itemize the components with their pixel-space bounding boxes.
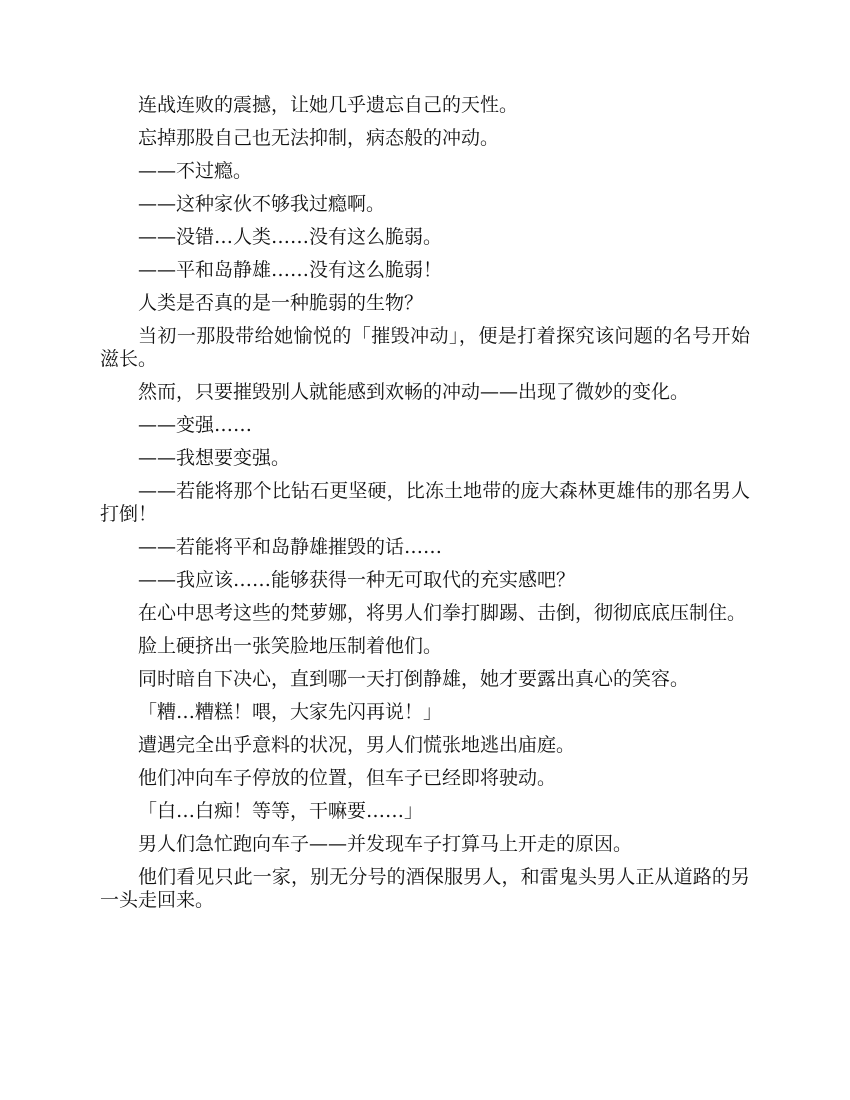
paragraph: 遭遇完全出乎意料的状况，男人们慌张地逃出庙庭。 <box>138 734 576 756</box>
paragraph: 然而，只要摧毁别人就能感到欢畅的冲动——出现了微妙的变化。 <box>138 381 690 403</box>
paragraph: ——变强…… <box>138 414 253 436</box>
paragraph: ——不过瘾。 <box>138 160 253 182</box>
paragraph: 在心中思考这些的梵萝娜，将男人们拳打脚踢、击倒，彻彻底底压制住。 <box>138 602 747 624</box>
paragraph: ——没错…人类……没有这么脆弱。 <box>138 226 443 248</box>
paragraph: 忘掉那股自己也无法抑制，病态般的冲动。 <box>138 127 500 149</box>
paragraph: 脸上硬挤出一张笑脸地压制着他们。 <box>138 635 443 657</box>
paragraph: 人类是否真的是一种脆弱的生物？ <box>138 292 424 314</box>
paragraph: 当初一那股带给她愉悦的「摧毁冲动」，便是打着探究该问题的名号开始滋长。 <box>100 325 750 370</box>
paragraph: ——若能将那个比钻石更坚硬，比冻土地带的庞大森林更雄伟的那名男人打倒！ <box>100 480 750 525</box>
paragraph: 同时暗自下决心，直到哪一天打倒静雄，她才要露出真心的笑容。 <box>138 668 690 690</box>
paragraph: ——平和岛静雄……没有这么脆弱！ <box>138 259 443 281</box>
document-page <box>100 94 750 922</box>
paragraph: 「糟…糟糕！喂，大家先闪再说！」 <box>138 701 443 723</box>
paragraph: 连战连败的震撼，让她几乎遗忘自己的天性。 <box>138 94 519 116</box>
paragraph: ——我应该……能够获得一种无可取代的充实感吧？ <box>138 569 576 591</box>
paragraph: ——若能将平和岛静雄摧毁的话…… <box>138 536 443 558</box>
paragraph: 男人们急忙跑向车子——并发现车子打算马上开走的原因。 <box>138 833 633 855</box>
paragraph: 他们冲向车子停放的位置，但车子已经即将驶动。 <box>138 767 557 789</box>
paragraph: 「白…白痴！等等，干嘛要……」 <box>138 800 424 822</box>
paragraph: 他们看见只此一家，别无分号的酒保服男人，和雷鬼头男人正从道路的另一头走回来。 <box>100 866 750 911</box>
paragraph: ——这种家伙不够我过瘾啊。 <box>138 193 386 215</box>
paragraph: ——我想要变强。 <box>138 447 291 469</box>
